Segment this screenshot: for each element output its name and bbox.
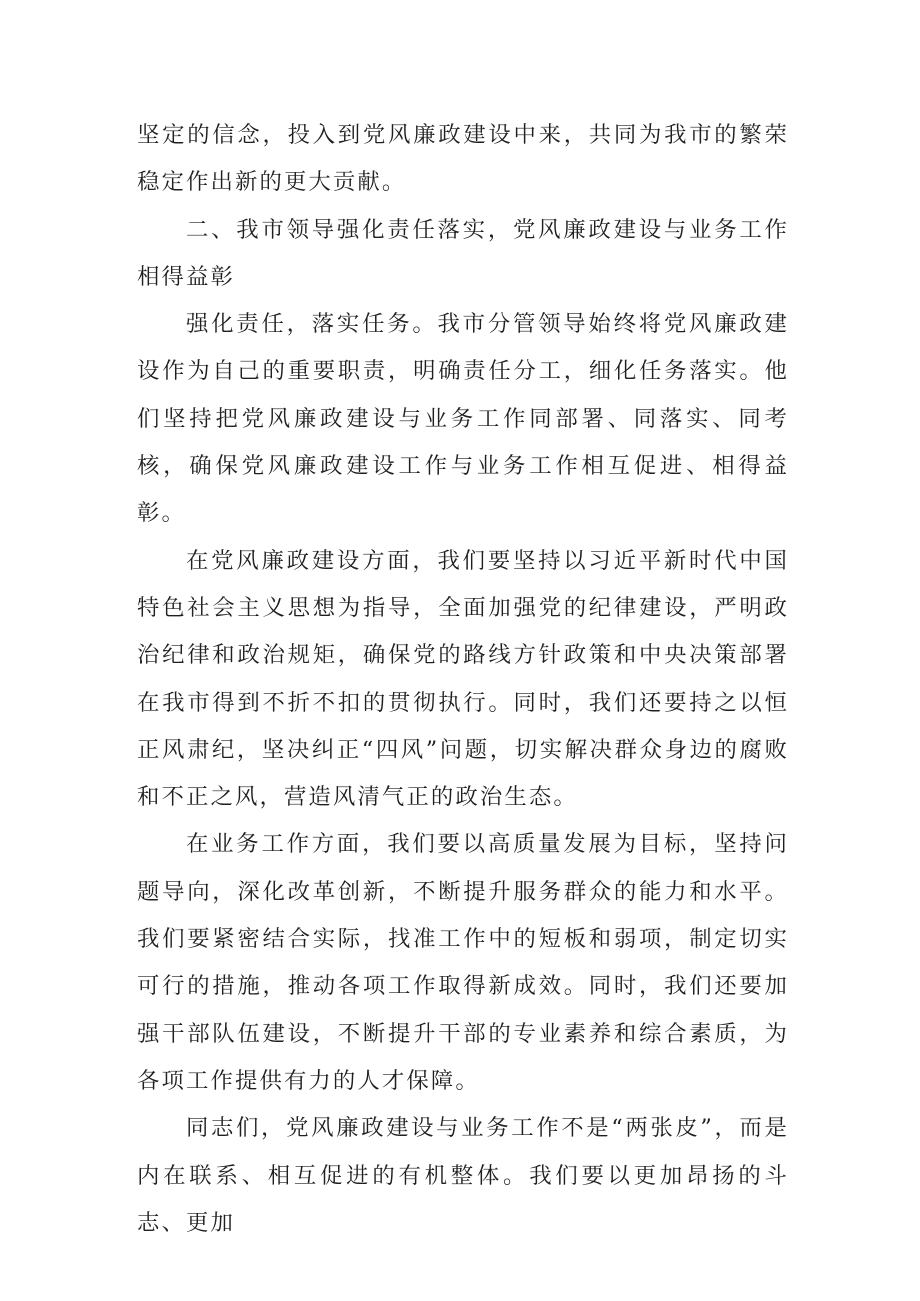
paragraph: 在党风廉政建设方面，我们要坚持以习近平新时代中国特色社会主义思想为指导，全面加强党的纪律建设，严明政治纪律和政治规矩，确保党的路线方针政策和中央决策部署在我市得到不折不扣的贯彻执行。同时，我们还要持之以恒正风肃纪，坚决纠正“四风”问题，切实解决群众身边的腐败和不正之风，营造风清气正的政治生态。 <box>137 547 789 811</box>
document-body <box>137 112 789 1247</box>
section-heading: 二、我市领导强化责任落实，党风廉政建设与业务工作相得益彰 <box>137 216 789 290</box>
paragraph: 同志们，党风廉政建设与业务工作不是“两张皮”，而是内在联系、相互促进的有机整体。我们要以更加昂扬的斗志、更加 <box>137 1115 789 1236</box>
paragraph: 坚定的信念，投入到党风廉政建设中来，共同为我市的繁荣稳定作出新的更大贡献。 <box>137 122 789 196</box>
paragraph: 强化责任，落实任务。我市分管领导始终将党风廉政建设作为自己的重要职责，明确责任分工，细化任务落实。他们坚持把党风廉政建设与业务工作同部署、同落实、同考核，确保党风廉政建设工作与业务工作相互促进、相得益彰。 <box>137 311 789 527</box>
paragraph: 在业务工作方面，我们要以高质量发展为目标，坚持问题导向，深化改革创新，不断提升服务群众的能力和水平。我们要紧密结合实际，找准工作中的短板和弱项，制定切实可行的措施，推动各项工作取得新成效。同时，我们还要加强干部队伍建设，不断提升干部的专业素养和综合素质，为各项工作提供有力的人才保障。 <box>137 831 789 1094</box>
